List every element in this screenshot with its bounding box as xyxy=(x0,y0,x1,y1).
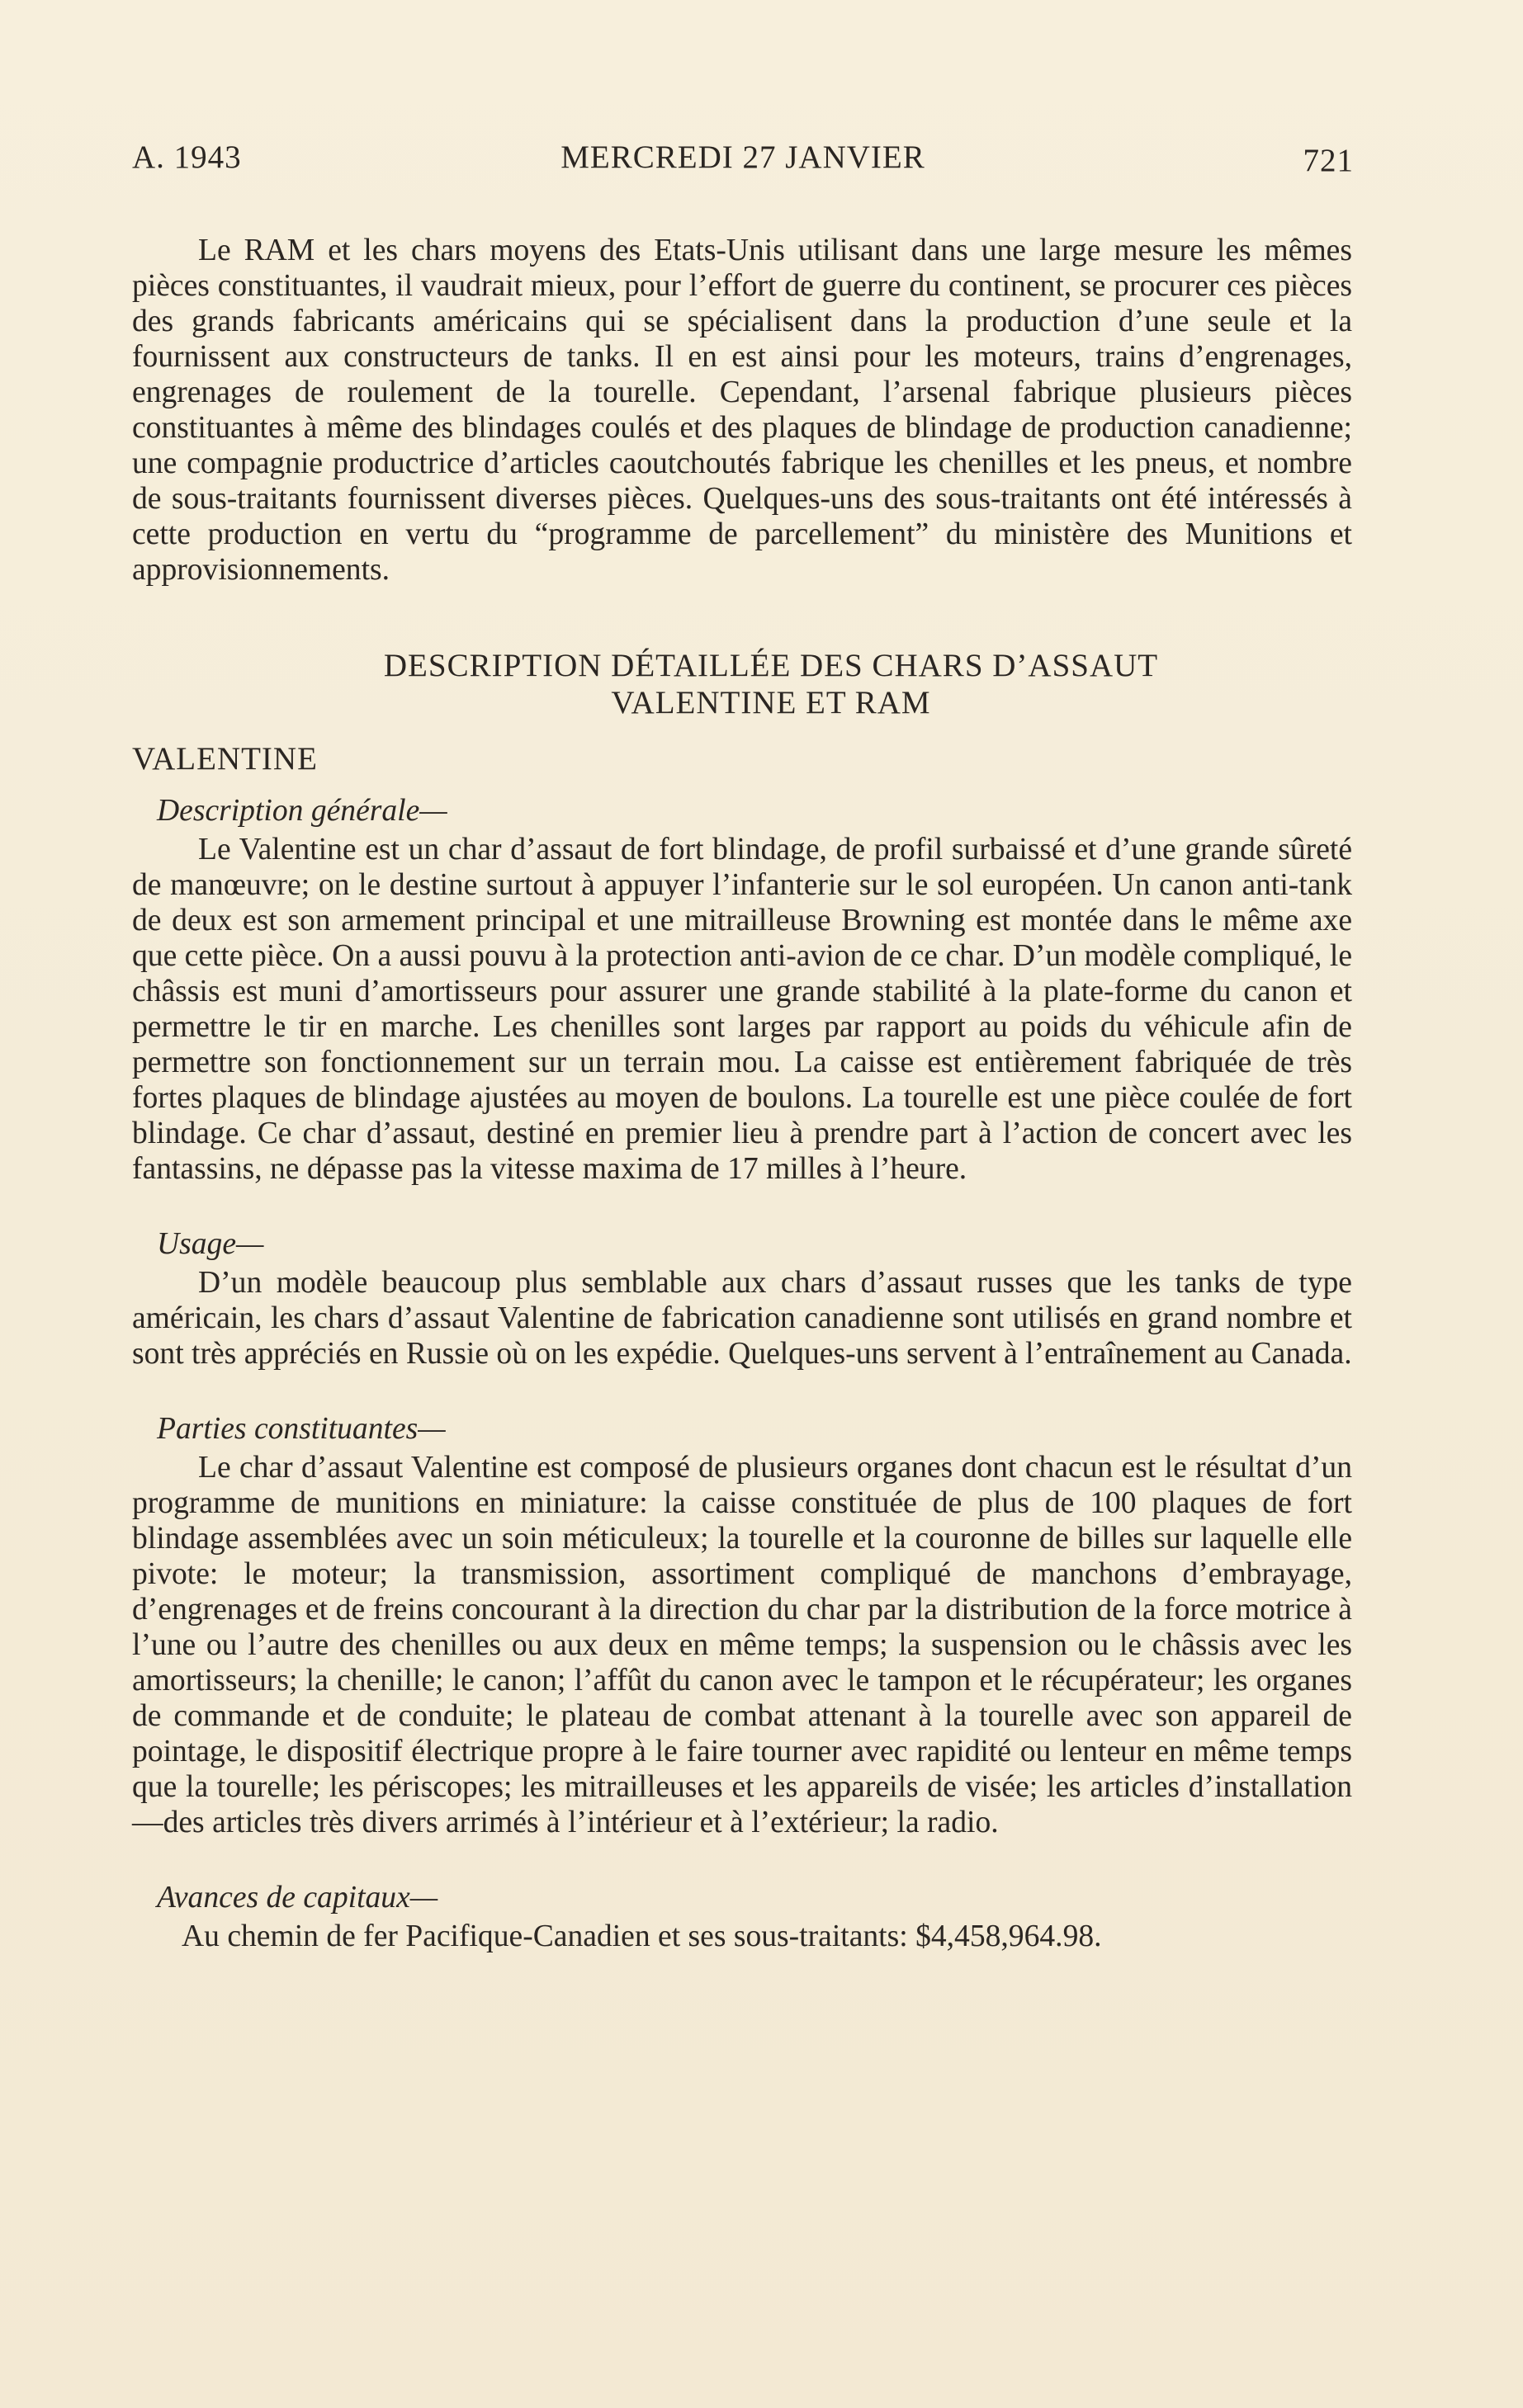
section-title-line-2: VALENTINE ET RAM xyxy=(611,685,931,720)
section-capital-advances xyxy=(132,1880,1352,1954)
page-header xyxy=(132,139,1354,188)
header-session-year: A. 1943 xyxy=(132,139,242,175)
document-body xyxy=(132,233,1352,1954)
section-heading: Usage— xyxy=(157,1227,264,1261)
intro-paragraph: Le RAM et les chars moyens des Etats-Unis utilisant dans une large mesure les mêmes pièces constituantes, il vaudrait mieux, pour l’effort de guerre du continent, se procurer ces pièces des grands fabricants américains qui se spécialisent dans la production d’une seule et la fournissent aux constructeurs de tanks. Il en est ainsi pour les moteurs, trains d’engrenages, engrenages de roulement de la tourelle. Cependant, l’arsenal fabrique plusieurs pièces constituantes à même des blindages coulés et des plaques de blindage de production canadienne; une compagnie productrice d’articles caoutchoutés fabrique les chenilles et les pneus, et nombre de sous-traitants fournissent diverses pièces. Quelques-uns des sous-traitants ont été intéressés à cette production en vertu du “programme de parcellement” du ministère des Munitions et approvisionnements. xyxy=(132,234,1352,587)
section-usage xyxy=(132,1226,1352,1372)
section-title xyxy=(132,647,1352,721)
section-text: Le Valentine est un char d’assaut de fort blindage, de profil surbaissé et d’une grande sûreté de manœuvre; on le destine surtout à appuyer l’infanterie sur le sol européen. Un canon anti-tank de deux est son armement principal et une mitrailleuse Browning est montée dans le même axe que cette pièce. On a aussi pouvu à la protection anti-avion de ce char. D’un modèle compliqué, le châssis est muni d’amortisseurs pour assurer une grande stabilité à la plate-forme du canon et permettre le tir en marche. Les chenilles sont larges par rapport au poids du véhicule afin de permettre son fonctionnement sur un terrain mou. La caisse est entièrement fabriquée de très fortes plaques de blindage ajustées au moyen de boulons. La tourelle est une pièce coulée de fort blindage. Ce char d’assaut, destiné en premier lieu à prendre part à l’action de concert avec les fantassins, ne dépasse pas la vitesse maxima de 17 milles à l’heure. xyxy=(132,833,1352,1186)
section-text: Au chemin de fer Pacifique-Canadien et ses sous-traitants: $4,458,964.98. xyxy=(182,1919,1102,1953)
section-components xyxy=(132,1411,1352,1840)
subsection-title: VALENTINE xyxy=(132,741,318,777)
page-number: 721 xyxy=(1303,143,1354,178)
section-heading: Parties constituantes— xyxy=(157,1412,446,1446)
section-general-description xyxy=(132,793,1352,1187)
header-date: MERCREDI 27 JANVIER xyxy=(560,139,925,175)
section-heading: Avances de capitaux— xyxy=(157,1881,438,1915)
section-text: D’un modèle beaucoup plus semblable aux chars d’assaut russes que les tanks de type américain, les chars d’assaut Valentine de fabrication canadienne sont utilisés en grand nombre et sont très appréciés en Russie où on les expédie. Quelques-uns servent à l’entraînement au Canada. xyxy=(132,1266,1352,1371)
section-heading: Description générale— xyxy=(157,794,447,828)
section-title-line-1: DESCRIPTION DÉTAILLÉE DES CHARS D’ASSAUT xyxy=(383,648,1159,683)
section-text: Le char d’assaut Valentine est composé de plusieurs organes dont chacun est le résultat d’un programme de munitions en miniature: la caisse constituée de plus de 100 plaques de fort blindage assemblées avec un soin méticuleux; la tourelle et la couronne de billes sur laquelle elle pivote: le moteur; la transmission, assortiment compliqué de manchons d’embrayage, d’engrenages et de freins concourant à la direction du char par la distribution de la force motrice à l’une ou l’autre des chenilles ou aux deux en même temps; la suspension ou le châssis avec les amortisseurs; la chenille; le canon; l’affût du canon avec le tampon et le récupérateur; les organes de commande et de conduite; le plateau de combat attenant à la tourelle avec son appareil de pointage, le dispositif électrique propre à le faire tourner avec rapidité ou lenteur en même temps que la tourelle; les périscopes; les mitrailleuses et les appareils de visée; les articles d’installation—des articles très divers arrimés à l’intérieur et à l’extérieur; la radio. xyxy=(132,1451,1352,1839)
